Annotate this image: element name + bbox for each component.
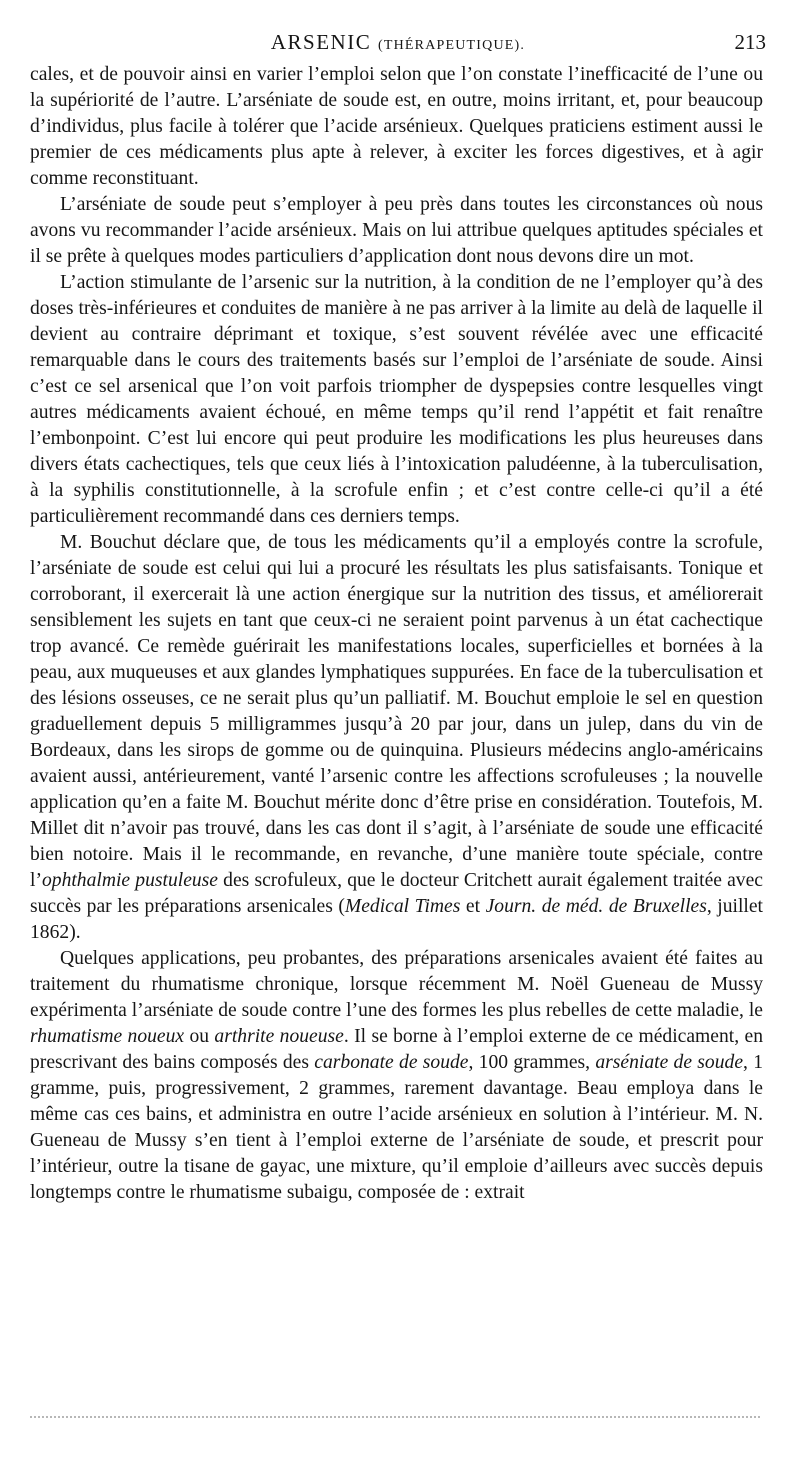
text-run: , juillet 1862). [30, 896, 764, 943]
italic-text-run: rhumatisme noueux [30, 1026, 185, 1047]
paragraph [30, 192, 763, 270]
text-run: M. Bouchut déclare que, de tous les médicaments qu’il a employés contre la scrofule, l’arséniate de soude est celui qui lui a procuré les résultats les plus satisfaisants. Tonique et corroborant, il exercerait là une action énergique sur la nutrition des tissus, et améliorerait sensiblement les sujets en tant que ceux-ci ne seraient point parvenus à un état cachectique trop avancé. Ce remède guérirait les manifestations locales, superficielles et bornées à la peau, aux muqueuses et aux glandes lymphatiques suppurées. En face de la tuberculisation et des lésions osseuses, ce ne serait plus qu’un palliatif. M. Bouchut emploie le sel en question graduellement depuis 5 milligrammes jusqu’à 20 par jour, dans un julep, dans du vin de Bordeaux, dans les sirops de gomme ou de quinquina. Plusieurs médecins anglo-américains avaient aussi, antérieurement, vanté l’arsenic contre les affections scrofuleuses ; la nouvelle application qu’en a faite M. Bouchut mérite donc d’être prise en considération. Toutefois, M. Millet dit n’avoir pas trouvé, dans les cas dont il s’agit, à l’arséniate de soude une efficacité bien notoire. Mais il le recommande, en revanche, d’une manière toute spéciale, contre l’ [30, 532, 763, 891]
italic-text-run: Journ. de méd. de Bruxelles [485, 896, 707, 917]
paragraph [30, 270, 763, 530]
italic-text-run: Medical Times [344, 896, 461, 917]
page-number: 213 [734, 30, 766, 54]
text-run: L’arséniate de soude peut s’employer à peu près dans toutes les circonstances où nous avons vu recommander l’acide arsénieux. Mais on lui attribue quelques aptitudes spéciales et il se prête à quelques modes particuliers d’application dont nous devons dire un mot. [30, 194, 763, 267]
text-run: ou [184, 1026, 215, 1047]
text-run: , 1 gramme, puis, progressivement, 2 grammes, rarement davantage. Beau employa dans le même cas ces bains, et administra en outre l’acide arsénieux en solution à l’intérieur. M. N. Gueneau de Mussy s’en tient à l’emploi externe de l’arséniate de soude, et prescrit pour l’intérieur, outre la tisane de gayac, une mixture, qu’il emploie d’ailleurs avec succès depuis longtemps contre le rhumatisme subaigu, composée de : extrait [30, 1052, 763, 1203]
paragraph [30, 530, 763, 946]
paragraph [30, 946, 763, 1206]
text-run: L’action stimulante de l’arsenic sur la nutrition, à la condition de ne l’employer qu’à des doses très-inférieures et conduites de manière à ne pas arriver à la limite au delà de laquelle il devient au contraire déprimant et toxique, s’est souvent révélée avec une efficacité remarquable dans le cours des traitements basés sur l’emploi de l’arséniate de soude. Ainsi c’est ce sel arsenical que l’on voit parfois triompher de dyspepsies contre lesquelles vingt autres médicaments avaient échoué, en même temps qu’il rend l’appétit et fait renaître l’embonpoint. C’est lui encore qui peut produire les modifications les plus heureuses dans divers états cachectiques, tels que ceux liés à l’intoxication paludéenne, à la tuberculisation, à la syphilis constitutionnelle, à la scrofule enfin ; et c’est contre celle-ci qu’il a été particulièrement recommandé dans ces derniers temps. [30, 272, 763, 527]
italic-text-run: arthrite noueuse [214, 1026, 344, 1047]
italic-text-run: arséniate de soude [595, 1052, 744, 1073]
text-run: Quelques applications, peu probantes, des préparations arsenicales avaient été faites au traitement du rhumatisme chronique, lorsque récemment M. Noël Gueneau de Mussy expérimenta l’arséniate de soude contre l’une des formes les plus rebelles de cette maladie, le [30, 948, 763, 1021]
text-run: et [460, 896, 486, 917]
italic-text-run: ophthalmie pustuleuse [41, 870, 219, 891]
footer-rule [30, 1416, 760, 1420]
text-run: . Il se borne à l’emploi externe de ce médicament, en prescrivant des bains composés des [30, 1026, 763, 1073]
body-text [30, 62, 763, 1206]
text-run: , 100 grammes, [468, 1052, 596, 1073]
running-title-main: ARSENIC [270, 30, 372, 54]
page-header [30, 26, 766, 58]
running-title-subtitle: (THÉRAPEUTIQUE). [377, 38, 526, 53]
text-run: cales, et de pouvoir ainsi en varier l’emploi selon que l’on constate l’inefficacité de l’une ou la supériorité de l’autre. L’arséniate de soude est, en outre, moins irritant, et, pour beaucoup d’individus, plus facile à tolérer que l’acide arsénieux. Quelques praticiens estiment aussi le premier de ces médicaments plus apte à relever, à exciter les forces digestives, et à agir comme reconstituant. [30, 64, 763, 189]
running-title [30, 26, 766, 62]
paragraph [30, 62, 763, 192]
text-run: des scrofuleux, que le docteur Critchett aurait également traitée avec succès par les préparations arsenicales ( [30, 870, 764, 917]
italic-text-run: carbonate de soude [314, 1052, 469, 1073]
